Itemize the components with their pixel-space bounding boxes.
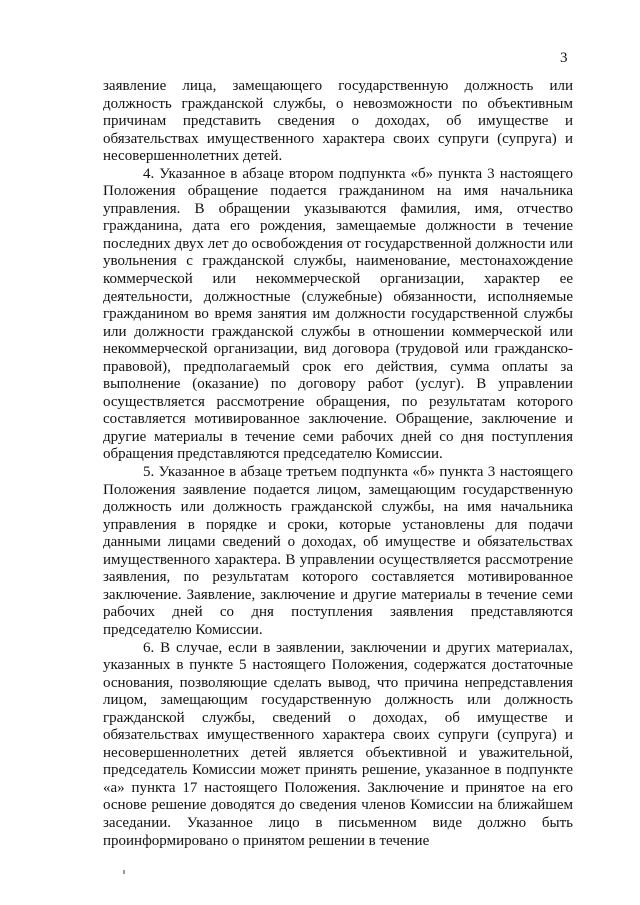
paragraph-item-5: 5. Указанное в абзаце третьем подпункта «б» пункта 3 настоящего Положения заявление подается лицом, замещающим государственную должность или должность гражданской службы, на имя начальника управления в порядке и сроки, которые установлены для подачи данными лицами сведений о доходах, об имуществе и обязательствах имущественного характера. В управлении осуществляется рассмотрение заявления, по результатам которого составляется мотивированное заключение. Заявление, заключение и другие материалы в течение семи рабочих дней со дня поступления заявления представляются председателю Комиссии. — [103, 464, 573, 638]
scan-artifact-mark — [123, 870, 125, 874]
paragraph-continuation: заявление лица, замещающего государственную должность или должность гражданской службы, о невозможности по объективным причинам представить сведения о доходах, об имуществе и обязательствах имущественного характера своих супруги (супруга) и несовершеннолетних детей. — [103, 78, 573, 165]
paragraph-item-4: 4. Указанное в абзаце втором подпункта «б» пункта 3 настоящего Положения обращение подается гражданином на имя начальника управления. В обращении указываются фамилия, имя, отчество гражданина, дата его рождения, замещаемые должности в течение последних двух лет до освобождения от государственной должности или увольнения с гражданской службы, наименование, местонахождение коммерческой или некоммерческой организации, характер ее деятельности, должностные (служебные) обязанности, исполняемые гражданином во время занятия им должности государственной службы или должности гражданской службы в отношении коммерческой или некоммерческой организации, вид договора (трудовой или гражданско-правовой), предполагаемый срок его действия, сумма оплаты за выполнение (оказание) по договору работ (услуг). В управлении осуществляется рассмотрение обращения, по результатам которого составляется мотивированное заключение. Обращение, заключение и другие материалы в течение семи рабочих дней со дня поступления обращения представляются председателю Комиссии. — [103, 165, 573, 463]
paragraph-item-6: 6. В случае, если в заявлении, заключении и других материалах, указанных в пункте 5 настоящего Положения, содержатся достаточные основания, позволяющие сделать вывод, что причина непредставления лицом, замещающим государственную должность или должность гражданской службы, сведений о доходах, об имуществе и обязательствах имущественного характера своих супруги (супруга) и несовершеннолетних детей является объективной и уважительной, председатель Комиссии может принять решение, указанное в подпункте «а» пункта 17 настоящего Положения. Заключение и принятое на его основе решение доводятся до сведения членов Комиссии на ближайшем заседании. Указанное лицо в письменном виде должно быть проинформировано о принятом решении в течение — [103, 639, 573, 849]
page-number: 3 — [560, 50, 568, 66]
document-body — [103, 78, 573, 850]
